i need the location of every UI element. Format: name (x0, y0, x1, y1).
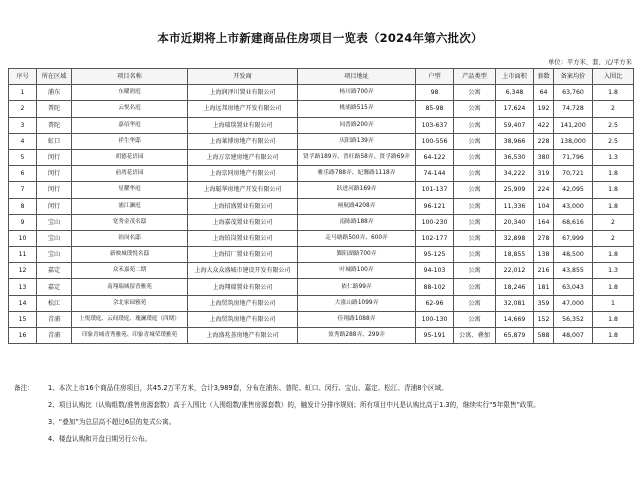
cell-product-type: 公寓 (454, 101, 496, 117)
table-row (9, 182, 634, 198)
note-item (14, 384, 629, 394)
cell-index: 6 (9, 166, 37, 182)
cell-index: 2 (9, 101, 37, 117)
cell-ratio: 1 (593, 295, 634, 311)
cell-ratio: 1.8 (593, 328, 634, 344)
cell-area: 34,222 (496, 166, 534, 182)
cell-units: 64 (534, 85, 554, 101)
cell-avg-price: 43,000 (554, 198, 593, 214)
cell-district: 松江 (37, 295, 72, 311)
cell-units: 152 (534, 311, 554, 327)
header-project-name: 项目名称 (72, 69, 188, 85)
cell-unit-size: 62-96 (416, 295, 454, 311)
cell-address: 闸航路4208弄 (298, 198, 416, 214)
cell-units: 278 (534, 230, 554, 246)
cell-developer: 上海嘉茂置业有限公司 (188, 214, 298, 230)
cell-developer: 上海京同房地产有限公司 (188, 166, 298, 182)
cell-index: 4 (9, 133, 37, 149)
table-row (9, 311, 634, 327)
cell-district: 虹口 (37, 133, 72, 149)
cell-avg-price: 63,043 (554, 279, 593, 295)
cell-product-type: 公寓 (454, 117, 496, 133)
cell-address: 佳翔路1088弄 (298, 311, 416, 327)
cell-district: 闵行 (37, 198, 72, 214)
cell-district: 浦东 (37, 85, 72, 101)
cell-unit-size: 96-121 (416, 198, 454, 214)
cell-units: 319 (534, 166, 554, 182)
cell-area: 32,081 (496, 295, 534, 311)
header-avg-price: 备案均价 (554, 69, 593, 85)
cell-unit-size: 94-103 (416, 263, 454, 279)
cell-area: 11,336 (496, 198, 534, 214)
cell-index: 13 (9, 279, 37, 295)
header-district: 所在区域 (37, 69, 72, 85)
unit-label: 单位：平方米、套、元/平方米 (548, 59, 632, 66)
cell-avg-price: 63,760 (554, 85, 593, 101)
cell-address: 走马塘路500弄、600弄 (298, 230, 416, 246)
cell-unit-size: 103-637 (416, 117, 454, 133)
cell-developer: 上海远邦房地产开发有限公司 (188, 101, 298, 117)
cell-avg-price: 141,200 (554, 117, 593, 133)
cell-product-type: 公寓 (454, 149, 496, 165)
cell-project-name: 前湾花语园 (72, 166, 188, 182)
cell-product-type: 公寓 (454, 214, 496, 230)
cell-unit-size: 74-144 (416, 166, 454, 182)
cell-district: 宝山 (37, 247, 72, 263)
cell-avg-price: 48,500 (554, 247, 593, 263)
cell-unit-size: 95-191 (416, 328, 454, 344)
header-address: 项目地址 (298, 69, 416, 85)
cell-address: 庆阳路139弄 (298, 133, 416, 149)
table-body (9, 85, 634, 344)
cell-developer: 上海大众众盛城市建设开发有限公司 (188, 263, 298, 279)
table-row (9, 214, 634, 230)
note-text: 4、楼盘认购和开盘日期另行公布。 (48, 435, 152, 443)
cell-ratio: 2 (593, 214, 634, 230)
cell-developer: 上海瑞琰置业有限公司 (188, 117, 298, 133)
header-index: 序号 (9, 69, 37, 85)
cell-developer: 上海盛兆荟房地产有限公司 (188, 328, 298, 344)
table-row (9, 328, 634, 344)
cell-project-name: 祥生华邸 (72, 133, 188, 149)
cell-district: 闵行 (37, 182, 72, 198)
cell-product-type: 公寓 (454, 182, 496, 198)
cell-avg-price: 48,007 (554, 328, 593, 344)
table-row (9, 85, 634, 101)
cell-avg-price: 67,999 (554, 230, 593, 246)
cell-avg-price: 56,352 (554, 311, 593, 327)
table-row (9, 279, 634, 295)
cell-project-name: 众禾嘉苑二期 (72, 263, 188, 279)
cell-district: 青浦 (37, 311, 72, 327)
cell-address: 大涨山路1099弄 (298, 295, 416, 311)
cell-units: 422 (534, 117, 554, 133)
cell-units: 104 (534, 198, 554, 214)
cell-area: 17,624 (496, 101, 534, 117)
cell-developer: 上海贸筑房地产有限公司 (188, 295, 298, 311)
cell-project-name: 佘北家园雅苑 (72, 295, 188, 311)
cell-product-type: 公寓 (454, 133, 496, 149)
cell-developer: 上海招盛置业有限公司 (188, 198, 298, 214)
cell-avg-price: 138,000 (554, 133, 593, 149)
cell-district: 青浦 (37, 328, 72, 344)
projects-table (8, 68, 634, 344)
cell-avg-price: 74,728 (554, 101, 593, 117)
cell-product-type: 公寓 (454, 295, 496, 311)
cell-area: 32,898 (496, 230, 534, 246)
cell-area: 59,407 (496, 117, 534, 133)
cell-unit-size: 98 (416, 85, 454, 101)
cell-units: 224 (534, 182, 554, 198)
cell-unit-size: 101-137 (416, 182, 454, 198)
cell-address: 雅乐路788弄、妃馨路1118弄 (298, 166, 416, 182)
cell-developer: 上海润泽川置业有限公司 (188, 85, 298, 101)
cell-unit-size: 95-125 (416, 247, 454, 263)
cell-address: 同普路200弄 (298, 117, 416, 133)
cell-area: 20,340 (496, 214, 534, 230)
cell-address: 桃浦路515弄 (298, 101, 416, 117)
cell-project-name: 南翔瑞城留香雅苑 (72, 279, 188, 295)
cell-project-name: 嘉佰华庭 (72, 117, 188, 133)
cell-avg-price: 71,796 (554, 149, 593, 165)
table-row (9, 149, 634, 165)
cell-district: 宝山 (37, 214, 72, 230)
table-row (9, 101, 634, 117)
cell-project-name: 星耀华庭 (72, 182, 188, 198)
cell-ratio: 1.3 (593, 149, 634, 165)
header-units: 套数 (534, 69, 554, 85)
cell-unit-size: 85-98 (416, 101, 454, 117)
cell-address: 杨川路700弄 (298, 85, 416, 101)
cell-district: 普陀 (37, 101, 72, 117)
cell-district: 宝山 (37, 230, 72, 246)
cell-developer: 上海招厂置业有限公司 (188, 247, 298, 263)
cell-index: 3 (9, 117, 37, 133)
cell-unit-size: 102-177 (416, 230, 454, 246)
cell-product-type: 公寓 (454, 198, 496, 214)
cell-units: 216 (534, 263, 554, 279)
cell-address: 叶城路100弄 (298, 263, 416, 279)
header-area: 上市面积 (496, 69, 534, 85)
cell-project-name: 铂岗名邸 (72, 230, 188, 246)
cell-address: 南陈路188弄 (298, 214, 416, 230)
cell-avg-price: 42,095 (554, 182, 593, 198)
cell-district: 嘉定 (37, 263, 72, 279)
header-ratio: 入围比 (593, 69, 634, 85)
cell-ratio: 1.8 (593, 182, 634, 198)
cell-developer: 上海万京建房地产有限公司 (188, 149, 298, 165)
cell-address: 依仁路99弄 (298, 279, 416, 295)
cell-unit-size: 100-130 (416, 311, 454, 327)
cell-area: 36,530 (496, 149, 534, 165)
cell-product-type: 公寓 (454, 166, 496, 182)
cell-address: 跃进河路169弄 (298, 182, 416, 198)
cell-units: 228 (534, 133, 554, 149)
cell-index: 16 (9, 328, 37, 344)
cell-product-type: 公寓 (454, 247, 496, 263)
table-row (9, 295, 634, 311)
cell-project-name: 云悦名庭 (72, 101, 188, 117)
cell-area: 22,012 (496, 263, 534, 279)
cell-project-name: 上悦璞庭、云间璞庭、瑰澜璞庭（四期） (72, 311, 188, 327)
table-row (9, 117, 634, 133)
note-item (14, 435, 629, 445)
cell-avg-price: 70,721 (554, 166, 593, 182)
cell-developer: 上海聪华房地产开发有限公司 (188, 182, 298, 198)
cell-index: 11 (9, 247, 37, 263)
cell-developer: 上海翔瑞置业有限公司 (188, 279, 298, 295)
cell-index: 7 (9, 182, 37, 198)
cell-units: 181 (534, 279, 554, 295)
cell-unit-size: 64-122 (416, 149, 454, 165)
cell-area: 25,909 (496, 182, 534, 198)
cell-address: 鄞阳湖路700弄 (298, 247, 416, 263)
note-text: 1、本次上市16个商品住房项目，共45.2万平方米，合计3,989套，分布在浦东、普陀、虹口、闵行、宝山、嘉定、松江、青浦8个区域。 (48, 384, 448, 392)
cell-index: 9 (9, 214, 37, 230)
cell-area: 65,879 (496, 328, 534, 344)
cell-product-type: 公寓 (454, 230, 496, 246)
cell-product-type: 公寓 (454, 263, 496, 279)
cell-index: 15 (9, 311, 37, 327)
cell-product-type: 公寓、叠加 (454, 328, 496, 344)
cell-index: 10 (9, 230, 37, 246)
cell-product-type: 公寓 (454, 85, 496, 101)
table-row (9, 230, 634, 246)
cell-unit-size: 100-556 (416, 133, 454, 149)
cell-index: 1 (9, 85, 37, 101)
table-row (9, 247, 634, 263)
note-item (14, 401, 629, 411)
cell-project-name: 胡德花语园 (72, 149, 188, 165)
cell-district: 闵行 (37, 149, 72, 165)
cell-ratio: 1.8 (593, 198, 634, 214)
cell-area: 18,246 (496, 279, 534, 295)
cell-index: 5 (9, 149, 37, 165)
note-text: 2、项目认购比（认购组数/准售房源套数）高于入围比（入围组数/准售房源套数）的，触发计分排序规则；所有项目中凡是认购比高于1.3的，继续实行“5年限售”政策。 (48, 401, 540, 409)
cell-index: 12 (9, 263, 37, 279)
cell-index: 8 (9, 198, 37, 214)
cell-units: 192 (534, 101, 554, 117)
cell-project-name: 浦江澜庭 (72, 198, 188, 214)
notes-prefix: 备注： (14, 384, 34, 392)
cell-project-name: 印象青城青秀雅苑、印象青城荣璞雅苑 (72, 328, 188, 344)
note-item (14, 418, 629, 428)
cell-area: 38,966 (496, 133, 534, 149)
cell-ratio: 1.8 (593, 279, 634, 295)
cell-address: 盈秀路288弄、299弄 (298, 328, 416, 344)
cell-ratio: 2.5 (593, 117, 634, 133)
cell-project-name: 东曜润庭 (72, 85, 188, 101)
cell-unit-size: 100-230 (416, 214, 454, 230)
header-developer: 开发商 (188, 69, 298, 85)
cell-ratio: 2.5 (593, 133, 634, 149)
cell-ratio: 1.8 (593, 85, 634, 101)
cell-units: 359 (534, 295, 554, 311)
cell-developer: 上海铂岗置业有限公司 (188, 230, 298, 246)
cell-developer: 上海莱博房地产有限公司 (188, 133, 298, 149)
cell-avg-price: 68,616 (554, 214, 593, 230)
cell-avg-price: 43,855 (554, 263, 593, 279)
cell-ratio: 1.8 (593, 247, 634, 263)
cell-avg-price: 47,000 (554, 295, 593, 311)
cell-index: 14 (9, 295, 37, 311)
cell-product-type: 公寓 (454, 311, 496, 327)
note-text: 3、“叠加”为总层高不超过6层的复式公寓。 (48, 418, 176, 426)
cell-ratio: 2 (593, 230, 634, 246)
cell-ratio: 1.3 (593, 263, 634, 279)
cell-ratio: 1.8 (593, 311, 634, 327)
cell-project-name: 新映城璞悦名邸 (72, 247, 188, 263)
cell-address: 贤孚路189弄、普旺路58弄、贤孚路69弄 (298, 149, 416, 165)
cell-unit-size: 88-102 (416, 279, 454, 295)
cell-product-type: 公寓 (454, 279, 496, 295)
table-row (9, 133, 634, 149)
cell-district: 普陀 (37, 117, 72, 133)
table-header-row (9, 69, 634, 85)
cell-ratio: 2 (593, 101, 634, 117)
table-row (9, 166, 634, 182)
header-unit-size: 户型 (416, 69, 454, 85)
table-row (9, 198, 634, 214)
cell-units: 164 (534, 214, 554, 230)
page-title: 本市近期将上市新建商品住房项目一览表（2024年第六批次） (157, 31, 483, 45)
header-product-type: 产品类型 (454, 69, 496, 85)
cell-area: 18,855 (496, 247, 534, 263)
cell-area: 6,348 (496, 85, 534, 101)
cell-developer: 上海贸筑房地产有限公司 (188, 311, 298, 327)
table-row (9, 263, 634, 279)
cell-area: 14,669 (496, 311, 534, 327)
cell-district: 闵行 (37, 166, 72, 182)
cell-units: 138 (534, 247, 554, 263)
cell-units: 380 (534, 149, 554, 165)
notes-section (14, 384, 629, 452)
cell-district: 嘉定 (37, 279, 72, 295)
cell-ratio: 1.8 (593, 166, 634, 182)
cell-units: 588 (534, 328, 554, 344)
cell-project-name: 宽秀金茂名邸 (72, 214, 188, 230)
